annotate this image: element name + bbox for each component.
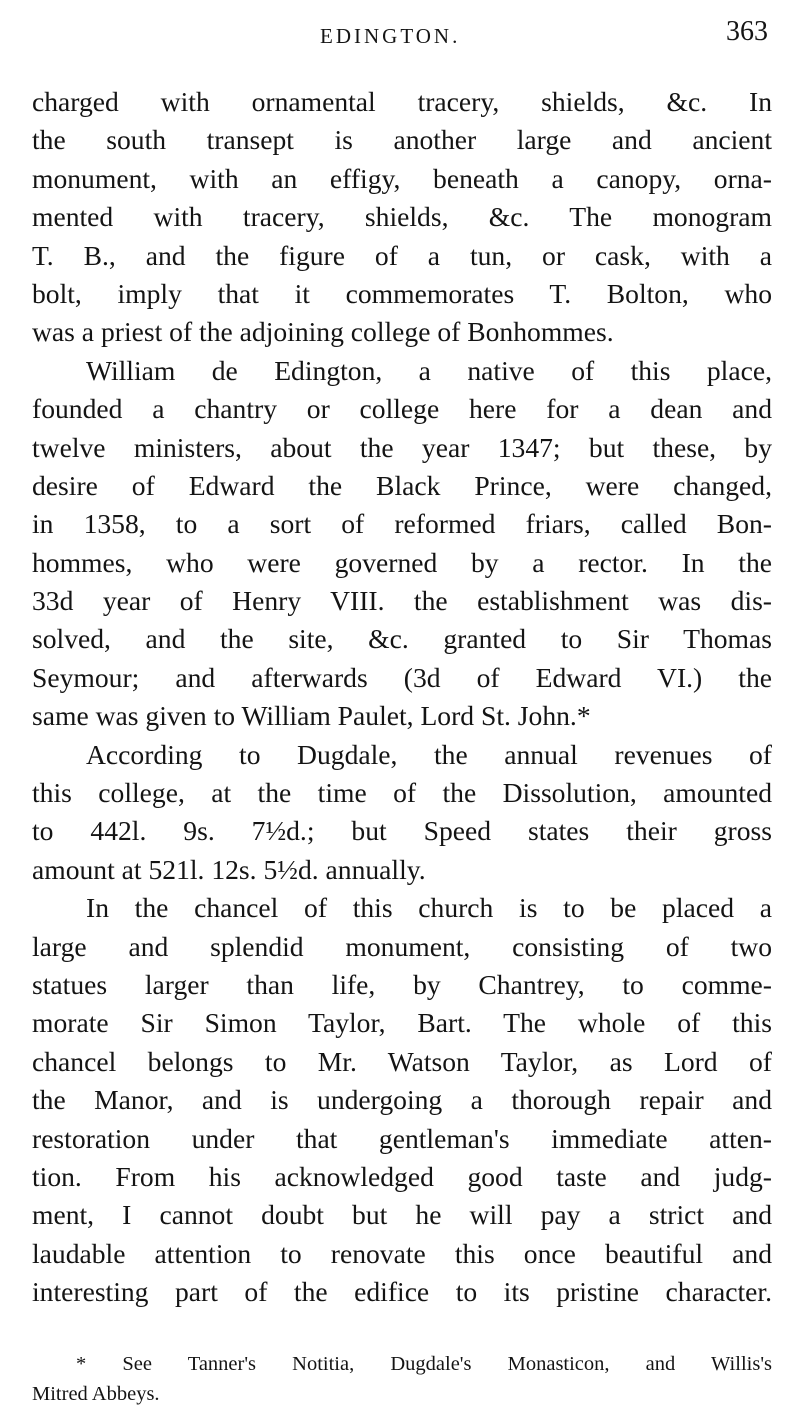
text-line: same was given to William Paulet, Lord St. John.* (32, 700, 591, 732)
text-line: this college, at the time of the Dissolution, amounted (32, 777, 772, 809)
footnote-line: * See Tanner's Notitia, Dugdale's Monasticon, and Willis's (76, 1353, 772, 1375)
text-line: 33d year of Henry VIII. the establishment was dis- (32, 585, 772, 617)
footnote (32, 1349, 772, 1409)
text-line: William de Edington, a native of this place, (86, 354, 772, 386)
text-line: According to Dugdale, the annual revenues of (86, 738, 772, 770)
text-line: laudable attention to renovate this once beautiful and (32, 1237, 772, 1269)
text-line: desire of Edward the Black Prince, were changed, (32, 469, 772, 501)
text-line: bolt, imply that it commemorates T. Bolton, who (32, 277, 772, 309)
body-text (32, 83, 772, 1312)
paragraph-4 (32, 889, 772, 1311)
text-line: T. B., and the figure of a tun, or cask, with a (32, 239, 772, 271)
text-line: monument, with an effigy, beneath a canopy, orna- (32, 162, 772, 194)
text-line: restoration under that gentleman's immediate atten- (32, 1122, 772, 1154)
running-head: EDINGTON. (320, 24, 461, 48)
text-line: chancel belongs to Mr. Watson Taylor, as Lord of (32, 1045, 772, 1077)
text-line: charged with ornamental tracery, shields, &c. In (32, 86, 772, 117)
text-line: hommes, who were governed by a rector. In the (32, 546, 772, 578)
text-line: in 1358, to a sort of reformed friars, called Bon- (32, 508, 772, 540)
text-line: amount at 521l. 12s. 5½d. annually. (32, 853, 426, 885)
text-line: was a priest of the adjoining college of Bonhommes. (32, 316, 614, 348)
footnote-line: Mitred Abbeys. (32, 1383, 160, 1405)
text-line: large and splendid monument, consisting of two (32, 930, 772, 962)
text-line: tion. From his acknowledged good taste and judg- (32, 1160, 772, 1192)
text-line: mented with tracery, shields, &c. The monogram (32, 201, 772, 233)
text-line: statues larger than life, by Chantrey, to comme- (32, 968, 772, 1000)
text-line: solved, and the site, &c. granted to Sir Thomas (32, 623, 772, 655)
text-line: to 442l. 9s. 7½d.; but Speed states their gross (32, 815, 772, 847)
paragraph-3 (32, 736, 772, 890)
text-line: morate Sir Simon Taylor, Bart. The whole of this (32, 1007, 772, 1039)
text-line: the south transept is another large and ancient (32, 124, 772, 156)
text-line: the Manor, and is undergoing a thorough repair and (32, 1084, 772, 1116)
text-line: Seymour; and afterwards (3d of Edward VI.) the (32, 661, 772, 693)
text-line: twelve ministers, about the year 1347; but these, by (32, 431, 772, 463)
text-line: interesting part of the edifice to its pristine character. (32, 1276, 772, 1308)
page-header (0, 14, 800, 54)
text-line: ment, I cannot doubt but he will pay a strict and (32, 1199, 772, 1231)
text-line: In the chancel of this church is to be placed a (86, 892, 772, 924)
page-number: 363 (726, 16, 768, 47)
text-line: founded a chantry or college here for a dean and (32, 393, 772, 425)
paragraph-1 (32, 83, 772, 352)
paragraph-2 (32, 352, 772, 736)
